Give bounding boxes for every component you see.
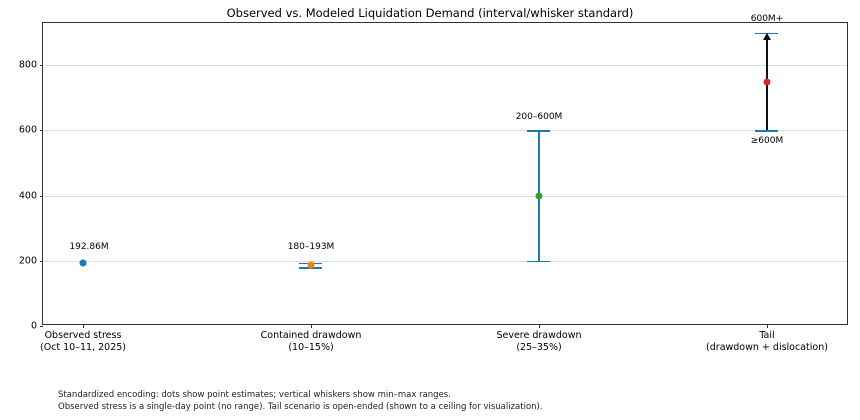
gridline-600 (43, 130, 847, 131)
data-sublabel-tail: ≥600M (750, 136, 784, 146)
x-tick-label-severe-drawdown (429, 330, 649, 354)
y-tick-mark-800 (40, 65, 44, 66)
chart-footnotes (58, 390, 543, 413)
x-tick-label-line1: Contained drawdown (260, 330, 362, 341)
open-ended-arrow-head-tail (763, 33, 771, 40)
x-tick-label-line2: (Oct 10–11, 2025) (39, 342, 126, 353)
whisker-cap-bottom-tail (755, 130, 778, 132)
y-tick-label-400: 400 (18, 190, 37, 202)
chart-title: Observed vs. Modeled Liquidation Demand (interval/whisker standard) (226, 6, 634, 20)
x-tick-mark-3 (539, 324, 540, 328)
x-tick-label-contained-drawdown (201, 330, 421, 354)
data-label-observed-stress: 192.86M (69, 242, 109, 252)
x-tick-mark-1 (83, 324, 84, 328)
data-point-contained-drawdown[interactable] (308, 262, 315, 269)
footnote-line-2: Observed stress is a single-day point (no range). Tail scenario is open-ended (shown to a ceiling for visualization). (58, 401, 543, 412)
data-point-severe-drawdown[interactable] (536, 192, 543, 199)
x-tick-label-line2: (25–35%) (516, 342, 562, 353)
data-point-tail[interactable] (764, 78, 771, 85)
x-tick-label-line2: (10–15%) (288, 342, 334, 353)
x-tick-label-line1: Tail (759, 330, 775, 341)
y-tick-label-200: 200 (18, 255, 37, 267)
y-tick-label-0: 0 (30, 320, 37, 332)
gridline-800 (43, 65, 847, 66)
plot-area (18, 14, 848, 332)
y-tick-mark-0 (40, 326, 44, 327)
data-label-contained-drawdown: 180–193M (287, 242, 335, 252)
x-tick-label-observed-stress (0, 330, 193, 354)
y-tick-label-800: 800 (18, 59, 37, 71)
y-tick-label-600: 600 (18, 124, 37, 136)
y-tick-mark-600 (40, 130, 44, 131)
gridline-200 (43, 261, 847, 262)
data-label-tail: 600M+ (750, 14, 784, 24)
gridline-400 (43, 196, 847, 197)
x-tick-label-tail (657, 330, 860, 354)
whisker-cap-top-severe-drawdown (527, 130, 550, 132)
whisker-cap-bottom-severe-drawdown (527, 261, 550, 263)
y-tick-mark-400 (40, 196, 44, 197)
x-tick-label-line1: Observed stress (44, 330, 122, 341)
x-tick-mark-2 (311, 324, 312, 328)
footnote-line-1: Standardized encoding: dots show point estimates; vertical whiskers show min–max ranges. (58, 390, 451, 400)
x-tick-label-line2: (drawdown + dislocation) (706, 342, 828, 353)
y-tick-mark-200 (40, 261, 44, 262)
x-tick-mark-4 (767, 324, 768, 328)
x-tick-label-line1: Severe drawdown (496, 330, 582, 341)
data-point-observed-stress[interactable] (80, 260, 87, 267)
data-label-severe-drawdown: 200–600M (515, 112, 563, 122)
